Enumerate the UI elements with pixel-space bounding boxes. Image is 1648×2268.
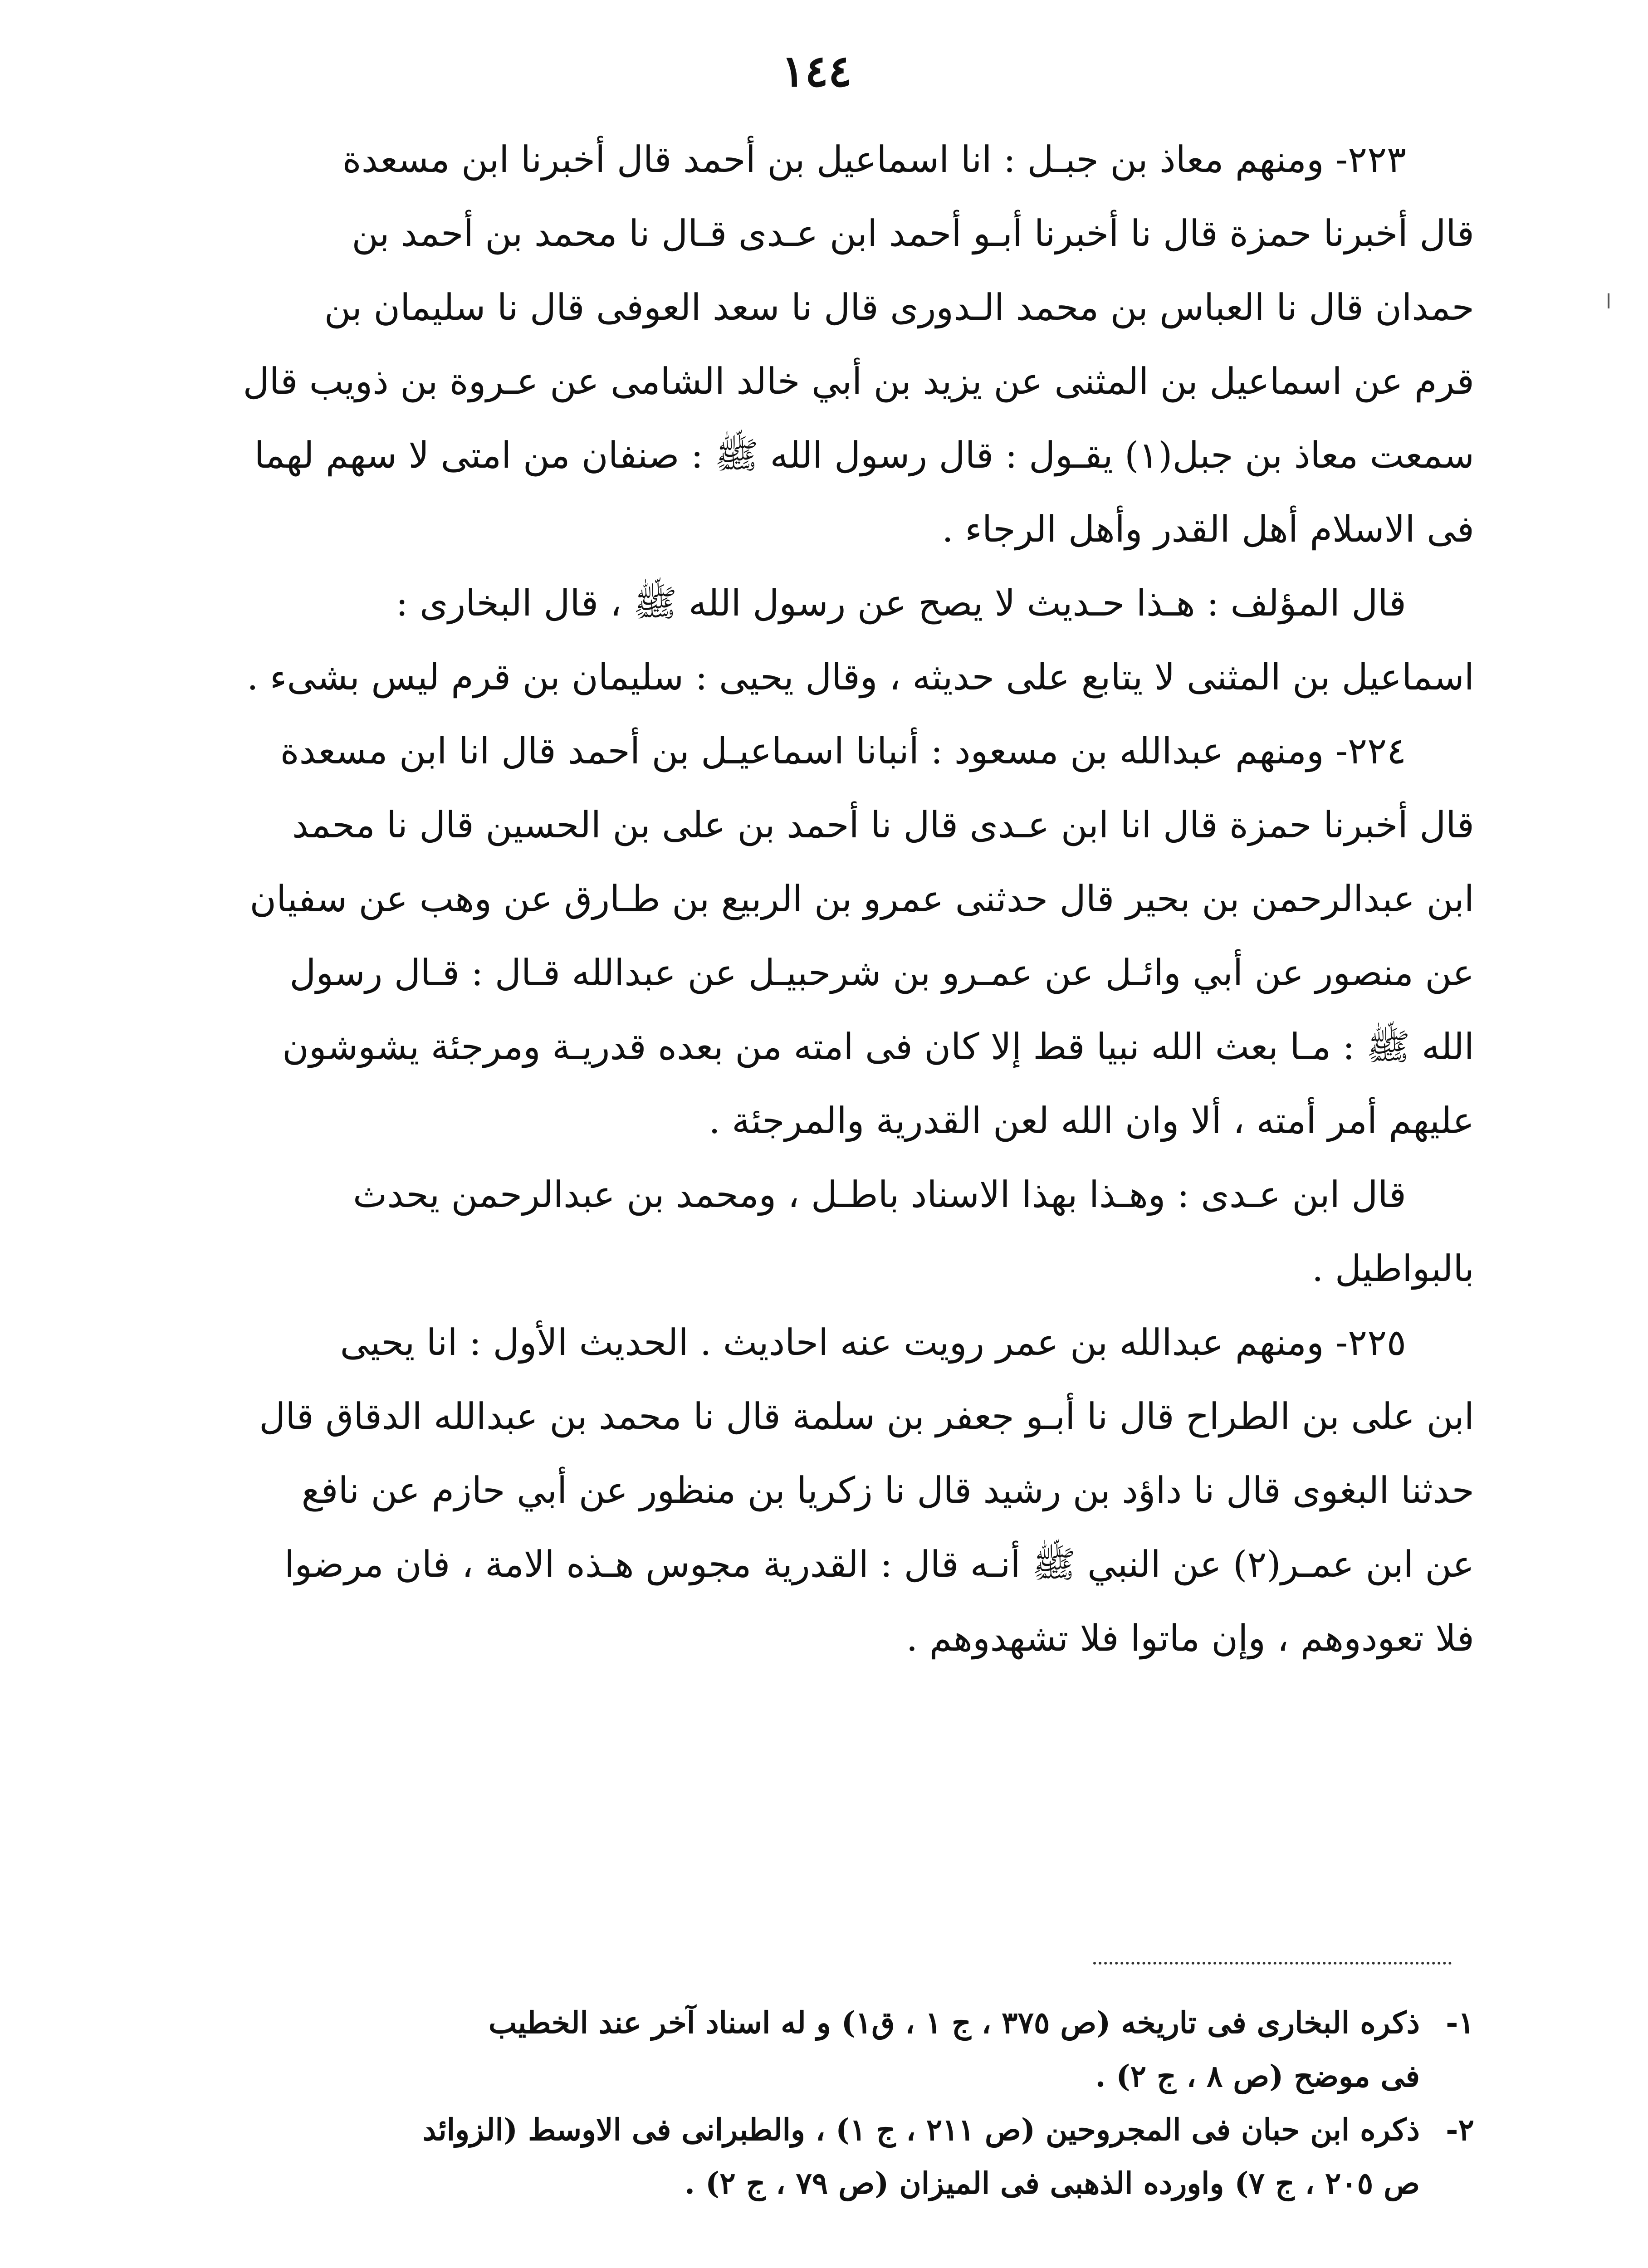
footnote-line: [109, 1996, 1474, 2049]
hadith-223-paragraph: [109, 122, 1474, 566]
footnote-1: [109, 1996, 1474, 2103]
text-line: الله ﷺ : مـا بعث الله نبيا قط إلا كان فى امته من بعده قدريـة ومرجئة يشوشون: [282, 1026, 1474, 1068]
hadith-224-paragraph: [109, 714, 1474, 1158]
text-line: قرم عن اسماعيل بن المثنى عن يزيد بن أبي خالد الشامى عن عـروة بن ذويب قال: [243, 360, 1474, 402]
text-line: عن ابن عمـر(٢) عن النبي ﷺ أنـه قال : القدرية مجوس هـذه الامة ، فان مرضوا: [284, 1543, 1474, 1585]
text-line: قال المؤلف : هـذا حـديث لا يصح عن رسول الله ﷺ ، قال البخارى :: [396, 582, 1406, 624]
text-line: فلا تعودوهم ، وإن ماتوا فلا تشهدوهم .: [906, 1617, 1474, 1659]
text-line: بالبواطيل .: [1312, 1247, 1474, 1290]
footnote-text: ذكره البخارى فى تاريخه (ص ٣٧٥ ، ج ١ ، ق١) و له اسناد آخر عند الخطيب: [488, 2005, 1420, 2040]
footnote-separator: [1093, 1962, 1452, 1965]
footnote-marker: ١-: [1446, 2005, 1474, 2040]
ibn-adi-comment-paragraph: [109, 1158, 1474, 1305]
text-line: قال ابن عـدى : وهـذا بهذا الاسناد باطـل ، ومحمد بن عبدالرحمن يحدث: [353, 1173, 1406, 1216]
footnote-line: [109, 2103, 1474, 2156]
text-line: ٢٢٤- ومنهم عبدالله بن مسعود : أنبانا اسماعيـل بن أحمد قال انا ابن مسعدة: [280, 730, 1406, 772]
footnote-text: ذكره ابن حبان فى المجروحين (ص ٢١١ ، ج ١) ، والطبرانى فى الاوسط (الزوائد: [422, 2112, 1420, 2147]
page-number: ١٤٤: [781, 45, 852, 97]
text-line: قال أخبرنا حمزة قال نا أخبرنا أبـو أحمد ابن عـدى قـال نا محمد بن أحمد بن: [352, 212, 1474, 254]
margin-mark: ا: [1606, 290, 1612, 313]
footnote-line: فى موضح (ص ٨ ، ج ٢) .: [1095, 2058, 1420, 2094]
text-line: فى الاسلام أهل القدر وأهل الرجاء .: [942, 508, 1474, 550]
footnotes: [109, 1996, 1474, 2210]
hadith-225-paragraph: [109, 1305, 1474, 1675]
footnote-marker: ٢-: [1446, 2112, 1474, 2147]
text-line: ابن على بن الطراح قال نا أبـو جعفر بن سلمة قال نا محمد بن عبدالله الدقاق قال: [259, 1395, 1474, 1437]
text-line: عن منصور عن أبي وائـل عن عمـرو بن شرحبيـل عن عبدالله قـال : قـال رسول: [289, 952, 1474, 994]
author-comment-paragraph: [109, 566, 1474, 714]
main-text: [109, 122, 1474, 1675]
footnote-line: ص ٢٠٥ ، ج ٧) واورده الذهبى فى الميزان (ص ٧٩ ، ج ٢) .: [685, 2165, 1420, 2201]
text-line: حمدان قال نا العباس بن محمد الـدورى قال نا سعد العوفى قال نا سليمان بن: [324, 286, 1474, 328]
text-line: عليهم أمر أمته ، ألا وان الله لعن القدرية والمرجئة .: [709, 1100, 1474, 1142]
text-line: ابن عبدالرحمن بن بحير قال حدثنى عمرو بن الربيع بن طـارق عن وهب عن سفيان: [249, 878, 1474, 920]
text-line: سمعت معاذ بن جبل(١) يقـول : قال رسول الله ﷺ : صنفان من امتى لا سهم لهما: [254, 434, 1474, 476]
text-line: حدثنا البغوى قال نا داؤد بن رشيد قال نا زكريا بن منظور عن أبي حازم عن نافع: [301, 1469, 1474, 1511]
text-line: ٢٢٣- ومنهم معاذ بن جبـل : انا اسماعيل بن أحمد قال أخبرنا ابن مسعدة: [342, 138, 1406, 181]
text-line: ٢٢٥- ومنهم عبدالله بن عمر رويت عنه احاديث . الحديث الأول : انا يحيى: [340, 1321, 1406, 1364]
footnote-2: [109, 2103, 1474, 2210]
text-line: قال أخبرنا حمزة قال انا ابن عـدى قال نا أحمد بن على بن الحسين قال نا محمد: [292, 804, 1474, 846]
text-line: اسماعيل بن المثنى لا يتابع على حديثه ، وقال يحيى : سليمان بن قرم ليس بشىء .: [247, 656, 1474, 698]
